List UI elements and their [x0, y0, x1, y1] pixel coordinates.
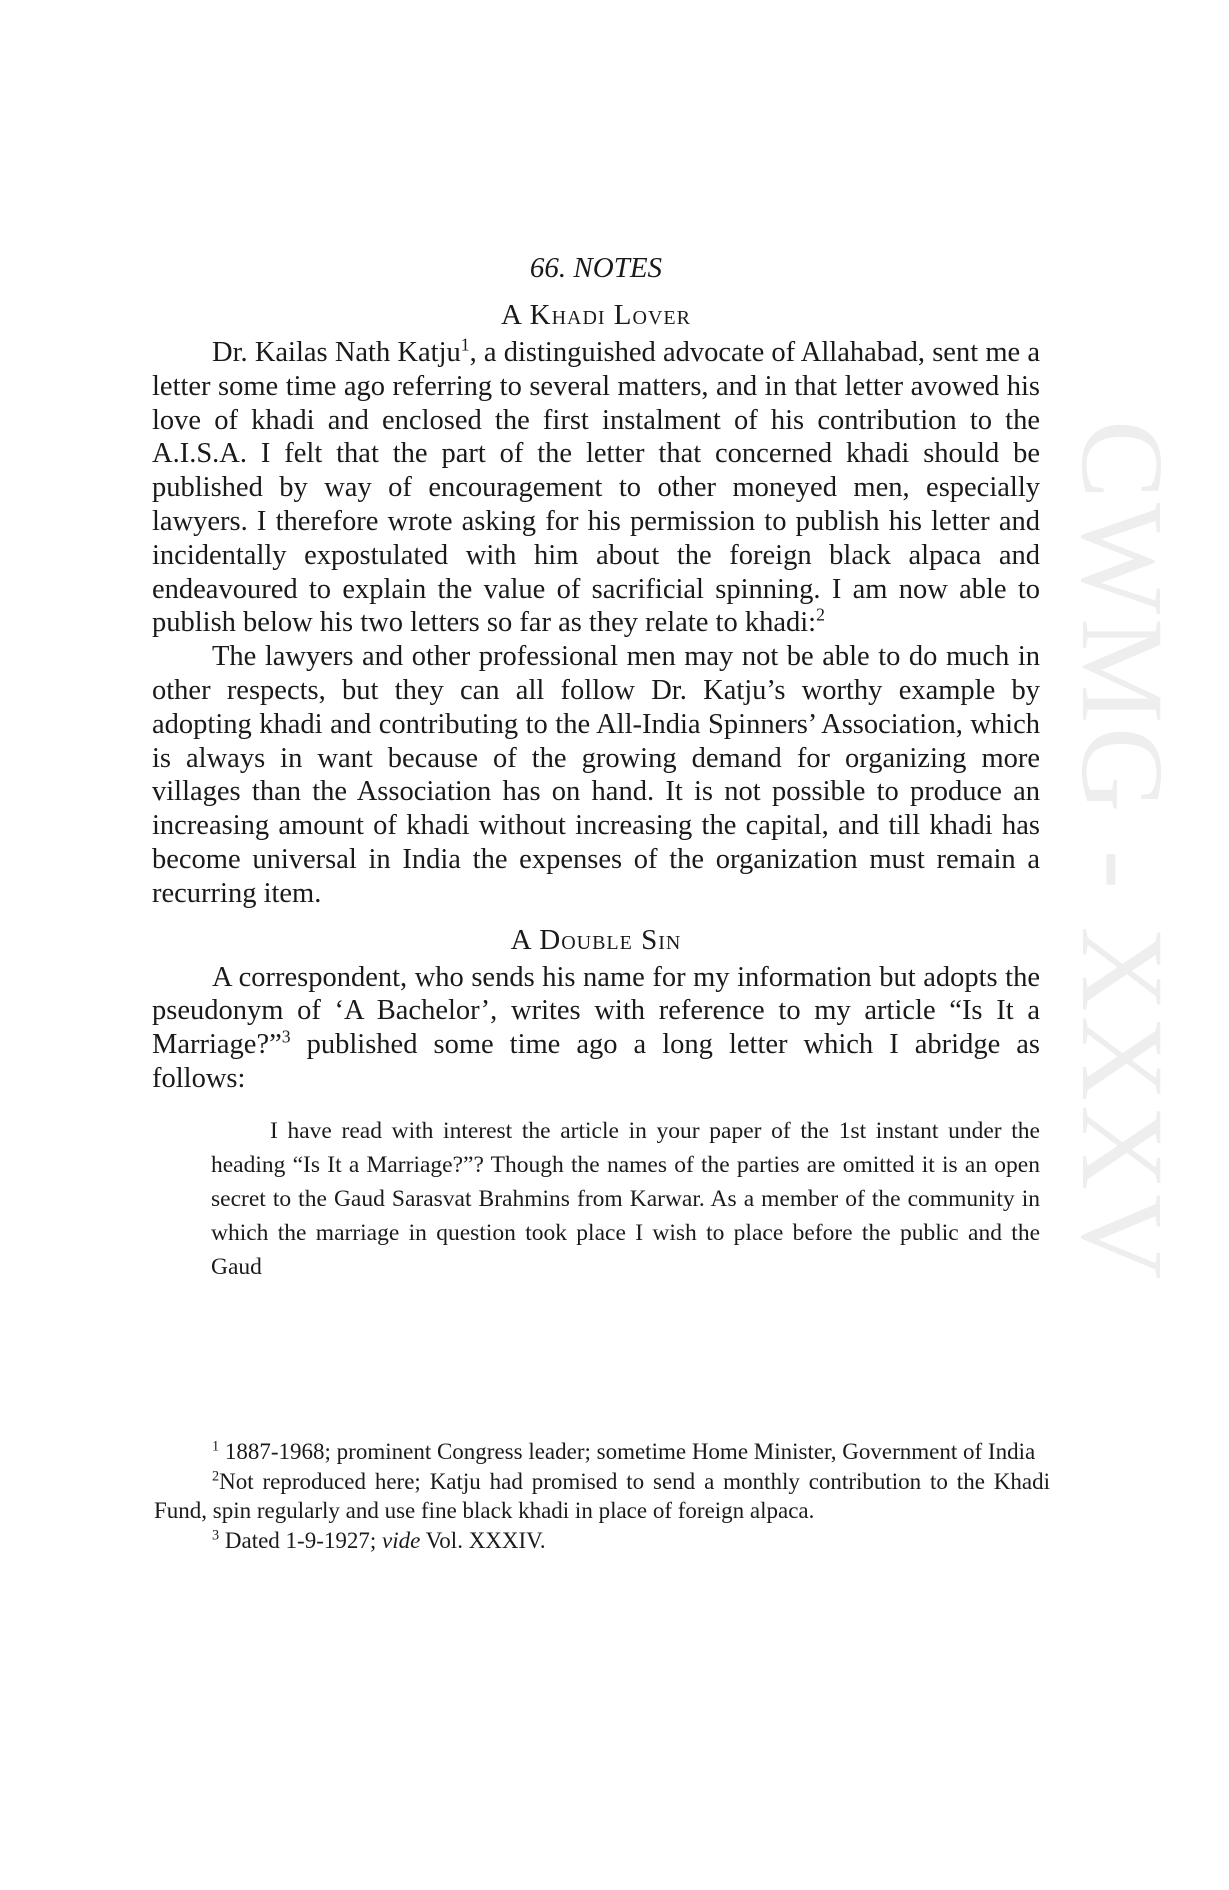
paragraph-katju-letter	[152, 336, 1040, 640]
block-quote: I have read with interest the article in your paper of the 1st instant under the heading “Is It a Marriage?”? Though the names of the parties are omitted it is an open secret to the Gaud Sarasvat Brahmins from Karwar. As a member of the community in which the marriage in question took place I wish to place before the public and the Gaud	[211, 1117, 1040, 1280]
footnote-ref-2: 2	[816, 604, 825, 625]
footnote-number: 2	[212, 1467, 220, 1484]
footnote-text: Not reproduced here; Katju had promised to send a monthly contribution to the Khadi Fund, spin regularly and use fine black khadi in place of foreign alpaca.	[154, 1468, 1050, 1523]
paragraph-lawyers: The lawyers and other professional men may not be able to do much in other respects, but they can all follow Dr. Katju’s worthy example by adopting khadi and contributing to the All-India Spinners’ Association, which is always in want because of the growing demand for organizing more villages than the Association has on hand. It is not possible to produce an increasing amount of khadi without increasing the capital, and till khadi has become universal in India the expenses of the organization must remain a recurring item.	[152, 641, 1040, 909]
section-heading-khadi-lover: A Khadi Lover	[501, 299, 691, 331]
footnote-italic: vide	[382, 1527, 421, 1553]
page-title: 66. NOTES	[529, 252, 663, 284]
paragraph-text: , a distinguished advocate of Allahabad, sent me a letter some time ago referring to several matters, and in that letter avowed his love of khadi and enclosed the first instalment of his contribution to the A.I.S.A. I felt that the part of the letter that concerned khadi should be published by way of encouragement to other moneyed men, especially lawyers. I therefore wrote asking for his permission to publish his letter and incidentally expostulated with him about the foreign black alpaca and endeavoured to explain the value of sacrificial spinning. I am now able to publish below his two letters so far as they relate to khadi:	[152, 337, 1040, 639]
paragraph-correspondent	[152, 961, 1040, 1096]
main-content	[152, 248, 1040, 1284]
footnote-ref-3: 3	[281, 1026, 291, 1047]
watermark-text: CWMG - XXXV	[1057, 420, 1188, 1284]
footnote-ref-1: 1	[460, 334, 470, 355]
footnote-text: Vol. XXXIV.	[420, 1527, 546, 1553]
footnote-3	[154, 1526, 1050, 1556]
section-heading-double-sin: A Double Sin	[510, 923, 682, 956]
footnote-text: 1887-1968; prominent Congress leader; sometime Home Minister, Government of India	[224, 1439, 1036, 1464]
footnote-number: 3	[212, 1526, 220, 1543]
watermark	[1057, 420, 1188, 1480]
footnote-number: 1	[212, 1438, 220, 1455]
paragraph-text: Dr. Kailas Nath Katju	[212, 337, 461, 368]
footnotes	[154, 1437, 1050, 1555]
footnote-text: Dated 1-9-1927;	[224, 1527, 383, 1553]
footnote-1	[154, 1437, 1050, 1467]
paragraph-text: published some time ago a long letter which I abridge as follows:	[152, 1029, 1040, 1094]
footnote-2	[154, 1467, 1050, 1526]
paragraph-text: A correspondent, who sends his name for my information but adopts the pseudonym of ‘A Bachelor’, writes with reference to my article “Is It a Marriage?”	[152, 961, 1040, 1061]
